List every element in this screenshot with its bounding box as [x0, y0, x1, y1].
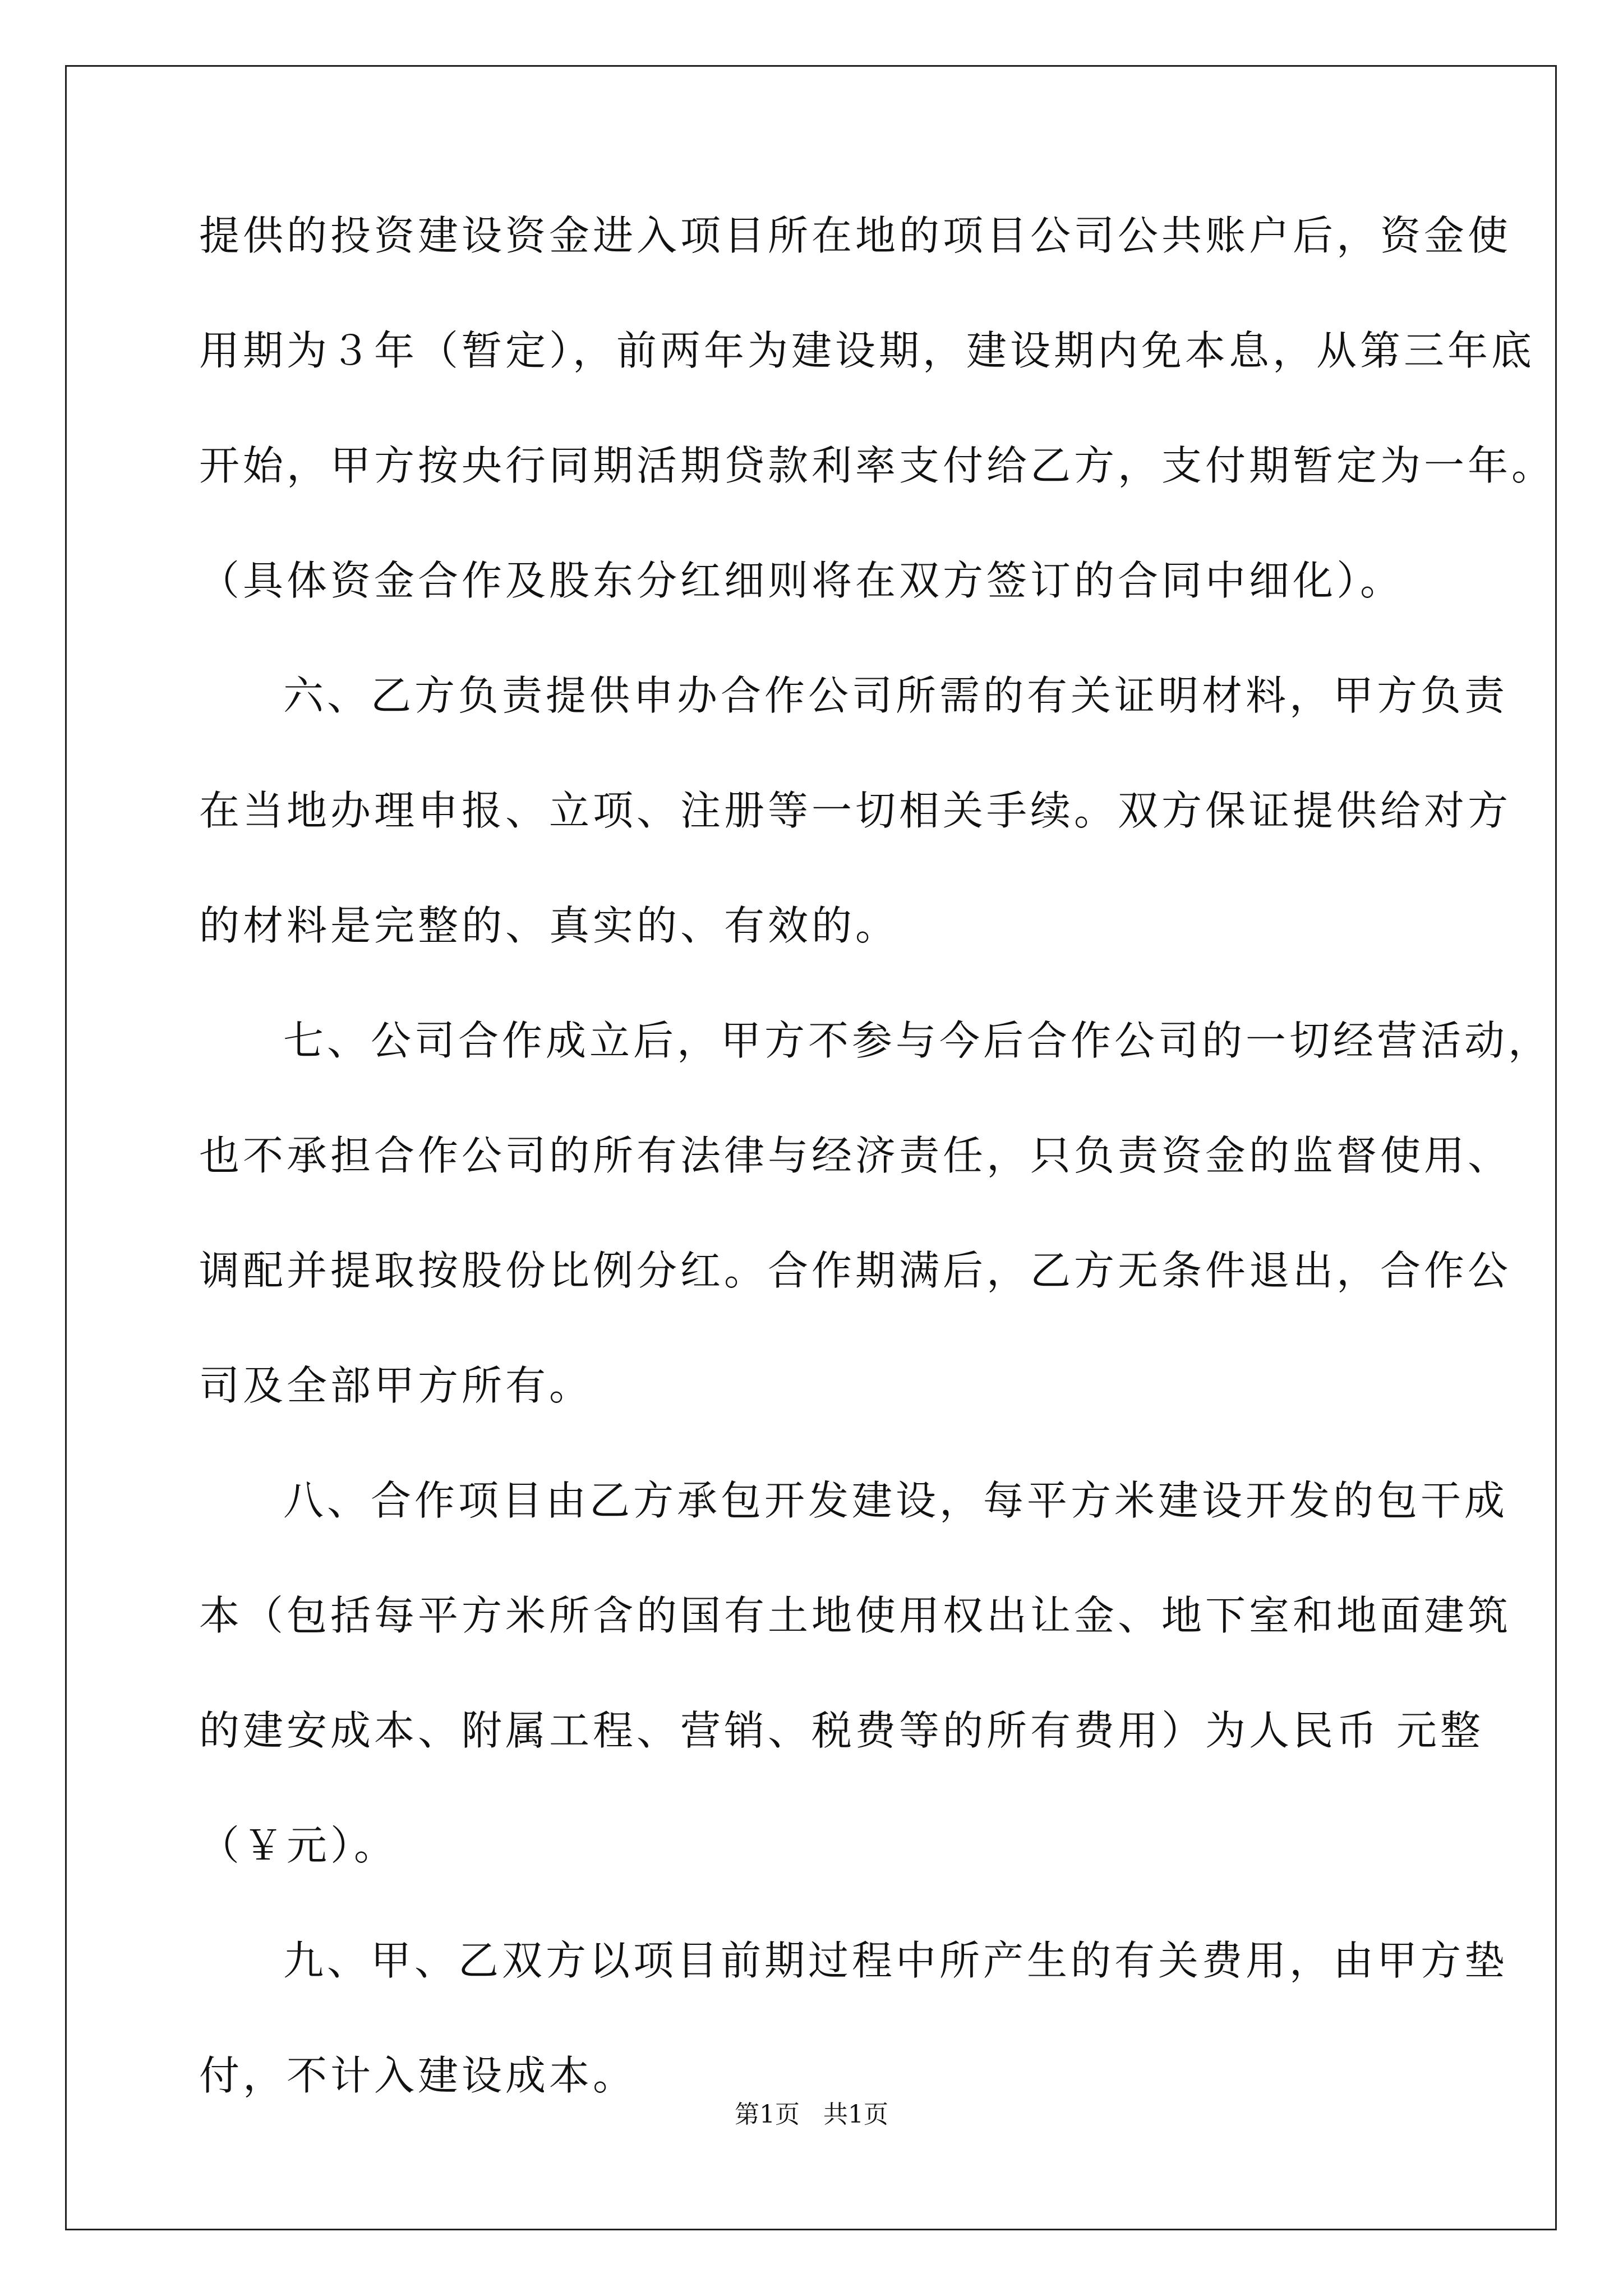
paragraph-line: 的材料是完整的、真实的、有效的。: [199, 902, 900, 949]
paragraph-line: 提供的投资建设资金进入项目所在地的项目公司公共账户后，资金使: [199, 212, 1512, 259]
paragraph-line: 调配并提取按股份比例分红。合作期满后，乙方无条件退出，合作公: [199, 1247, 1512, 1294]
paragraph-line: 用期为３年（暂定），前两年为建设期，建设期内免本息，从第三年底: [199, 327, 1536, 374]
paragraph-line: （具体资金合作及股东分红细则将在双方签订的合同中细化）。: [199, 557, 1404, 604]
paragraph-line: 的建安成本、附属工程、营销、税费等的所有费用）为人民币 元整: [199, 1707, 1484, 1754]
page-number-footer: 第1页 共1页: [735, 2100, 888, 2129]
paragraph-line: 也不承担合作公司的所有法律与经济责任，只负责资金的监督使用、: [199, 1132, 1512, 1179]
paragraph-line-section-6: 六、乙方负责提供申办合作公司所需的有关证明材料，甲方负责: [283, 672, 1509, 719]
paragraph-line: 本（包括每平方米所含的国有土地使用权出让金、地下室和地面建筑: [199, 1592, 1512, 1639]
paragraph-line: 开始，甲方按央行同期活期贷款利率支付给乙方，支付期暂定为一年。: [199, 442, 1556, 489]
paragraph-line: 在当地办理申报、立项、注册等一切相关手续。双方保证提供给对方: [199, 787, 1512, 834]
document-body: [199, 208, 1556, 2162]
paragraph-line-section-8: 八、合作项目由乙方承包开发建设，每平方米建设开发的包干成: [283, 1477, 1509, 1524]
paragraph-line: 付，不计入建设成本。: [199, 2052, 637, 2099]
paragraph-line: 司及全部甲方所有。: [199, 1362, 593, 1409]
paragraph-line-section-9: 九、甲、乙双方以项目前期过程中所产生的有关费用，由甲方垫: [283, 1937, 1509, 1984]
paragraph-line-section-7: 七、公司合作成立后，甲方不参与今后合作公司的一切经营活动，: [283, 1017, 1552, 1064]
paragraph-line: （￥元）。: [199, 1822, 398, 1869]
